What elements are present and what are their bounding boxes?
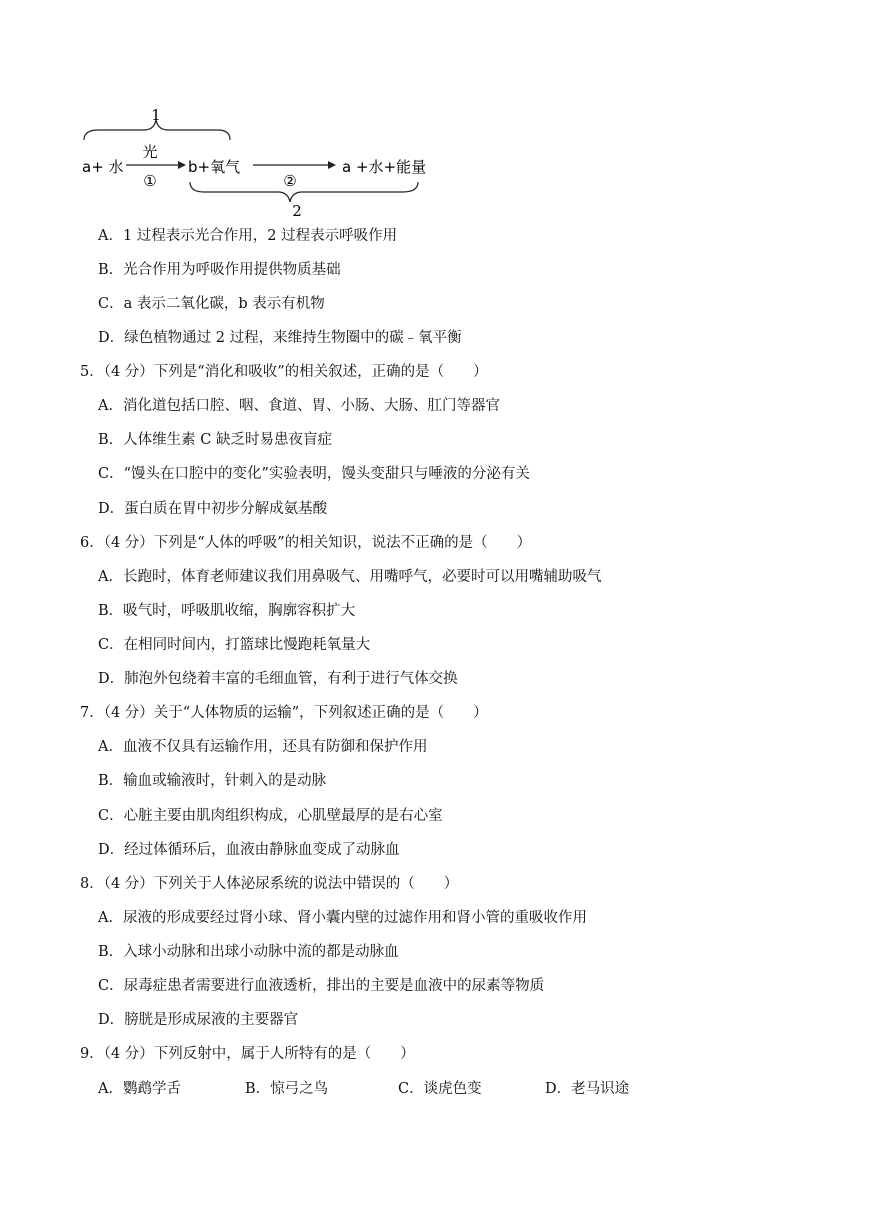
diagram-svg <box>78 100 438 225</box>
q9-stem: 9．（4 分）下列反射中，属于人所特有的是（ ） <box>80 1046 415 1062</box>
q5-option-b: B．人体维生素 C 缺乏时易患夜盲症 <box>98 432 332 448</box>
light-label: 光 <box>142 143 158 161</box>
label-2: 2 <box>292 202 302 220</box>
q4-option-a: A．1 过程表示光合作用，2 过程表示呼吸作用 <box>98 228 398 244</box>
left-expression: a+ 水 <box>82 158 124 176</box>
q5-option-c: C．“馒头在口腔中的变化”实验表明，馒头变甜只与唾液的分泌有关 <box>98 466 530 482</box>
q9-option-b: B．惊弓之鸟 <box>245 1081 329 1097</box>
q7-option-a: A．血液不仅具有运输作用，还具有防御和保护作用 <box>98 739 428 755</box>
q6-option-b: B．吸气时，呼吸肌收缩，胸廓容积扩大 <box>98 603 356 619</box>
q5-option-d: D．蛋白质在胃中初步分解成氨基酸 <box>98 501 328 517</box>
q8-option-b: B．入球小动脉和出球小动脉中流的都是动脉血 <box>98 944 399 960</box>
q8-option-c: C．尿毒症患者需要进行血液透析，排出的主要是血液中的尿素等物质 <box>98 978 545 994</box>
q6-option-c: C．在相同时间内，打篮球比慢跑耗氧量大 <box>98 637 371 653</box>
q5-option-a: A．消化道包括口腔、咽、食道、胃、小肠、大肠、肛门等器官 <box>98 398 500 414</box>
q9-option-a: A．鹦鹉学舌 <box>98 1081 181 1097</box>
q7-option-b: B．输血或输液时，针刺入的是动脉 <box>98 773 327 789</box>
q4-option-c: C．a 表示二氧化碳，b 表示有机物 <box>98 296 325 312</box>
arrow-1-head <box>178 161 186 169</box>
right-expression: a +水+能量 <box>342 158 427 176</box>
q8-option-a: A．尿液的形成要经过肾小球、肾小囊内壁的过滤作用和肾小管的重吸收作用 <box>98 910 587 926</box>
q7-option-c: C．心脏主要由肌肉组织构成，心肌壁最厚的是右心室 <box>98 808 443 824</box>
middle-expression: b+氧气 <box>188 158 241 176</box>
q4-option-d: D．绿色植物通过 2 过程，来维持生物圈中的碳﹣氧平衡 <box>98 330 462 346</box>
q9-option-c: C．谈虎色变 <box>398 1081 482 1097</box>
step-1-marker: ① <box>143 172 157 190</box>
q7-option-d: D．经过体循环后，血液由静脉血变成了动脉血 <box>98 842 400 858</box>
q4-option-b: B．光合作用为呼吸作用提供物质基础 <box>98 262 341 278</box>
arrow-2-head <box>328 161 336 169</box>
step-2-marker: ② <box>283 172 297 190</box>
q9-options-row <box>98 1079 658 1099</box>
q6-stem: 6．（4 分）下列是“人体的呼吸”的相关知识，说法不正确的是（ ） <box>80 535 532 551</box>
q7-stem: 7．（4 分）关于“人体物质的运输”，下列叙述正确的是（ ） <box>80 705 488 721</box>
brace-2 <box>190 182 418 202</box>
label-1: 1 <box>151 106 161 124</box>
q9-option-d: D．老马识途 <box>545 1081 630 1097</box>
q8-stem: 8．（4 分）下列关于人体泌尿系统的说法中错误的（ ） <box>80 876 459 892</box>
q6-option-d: D．肺泡外包绕着丰富的毛细血管，有利于进行气体交换 <box>98 671 458 687</box>
photosynthesis-respiration-diagram <box>78 100 438 225</box>
q6-option-a: A．长跑时，体育老师建议我们用鼻吸气、用嘴呼气，必要时可以用嘴辅助吸气 <box>98 569 602 585</box>
q5-stem: 5．（4 分）下列是“消化和吸收”的相关叙述，正确的是（ ） <box>80 364 488 380</box>
q8-option-d: D．膀胱是形成尿液的主要器官 <box>98 1012 299 1028</box>
